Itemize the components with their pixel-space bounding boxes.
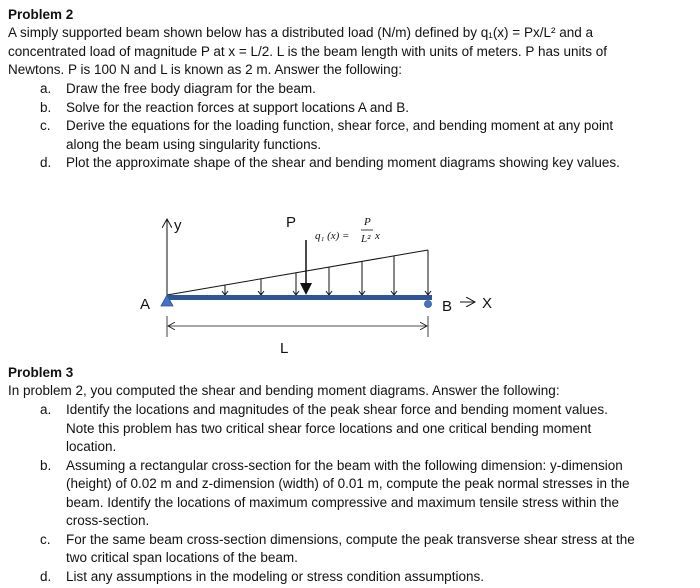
item-text: (height) of 0.02 m and z-dimension (width) of 0.01 m, compute the peak normal stresses in the <box>66 476 630 491</box>
support-a-label: A <box>140 296 151 313</box>
beam-diagram-svg <box>130 205 510 360</box>
item-text: List any assumptions in the modeling or stress condition assumptions. <box>66 568 484 584</box>
problem-3-question-list <box>40 401 690 586</box>
item-text: cross-section. <box>66 513 150 528</box>
load-function-numerator: P <box>364 216 371 228</box>
problem-3-item-d <box>40 568 690 587</box>
problem-3-item-c <box>40 531 690 568</box>
length-label: L <box>280 340 289 357</box>
problem-2-title: Problem 2 <box>8 7 74 22</box>
item-marker: a. <box>40 81 52 96</box>
problem-2-question-list <box>40 80 690 173</box>
item-text: along the beam using singularity functions. <box>66 136 322 152</box>
load-function-variable: x <box>375 230 380 242</box>
item-marker: b. <box>40 457 52 473</box>
item-text: Solve for the reaction forces at support locations A and B. <box>66 99 409 115</box>
beam <box>167 295 432 300</box>
problem-2-intro-line: Newtons. P is 100 N and L is known as 2 m. Answer the following: <box>8 62 402 77</box>
item-marker: d. <box>40 568 52 584</box>
problem-3-intro-line: In problem 2, you computed the shear and bending moment diagrams. Answer the following: <box>8 383 560 398</box>
item-text: For the same beam cross-section dimensions, compute the peak transverse shear stress at the <box>66 531 635 547</box>
item-marker: b. <box>40 99 52 115</box>
item-marker: c. <box>40 118 51 133</box>
beam-diagram <box>130 205 510 360</box>
problem-3-title: Problem 3 <box>8 365 74 380</box>
support-b-roller <box>425 301 432 308</box>
item-text: Assuming a rectangular cross-section for the beam with the following dimension: y-dimension <box>66 457 623 473</box>
support-b-label: B <box>442 298 453 315</box>
distributed-load-arrows <box>222 250 431 295</box>
problem-2-item-d <box>40 154 690 173</box>
item-text: Identify the locations and magnitudes of the peak shear force and bending moment values. <box>66 402 608 417</box>
item-text: location. <box>66 439 117 454</box>
problem-3-item-b <box>40 457 690 531</box>
problem-2-item-c <box>40 117 690 154</box>
problem-3-item-a <box>40 401 690 457</box>
point-load-arrowhead <box>300 283 312 295</box>
problem-2-intro-line: A simply supported beam shown below has a distributed load (N/m) defined by q₁(x) = Px/L² and a <box>8 25 593 40</box>
item-text: Draw the free body diagram for the beam. <box>66 81 316 96</box>
distributed-load-envelope <box>167 250 428 295</box>
problem-2-intro <box>8 24 688 80</box>
item-marker: c. <box>40 531 51 547</box>
y-axis-label: y <box>174 217 182 234</box>
item-text: beam. Identify the locations of maximum compressive and maximum tensile stress within the <box>66 494 619 510</box>
x-axis-label: X <box>482 295 493 312</box>
problem-2-item-a <box>40 80 690 99</box>
problem-3-intro <box>8 382 688 401</box>
item-marker: a. <box>40 402 52 417</box>
item-text: two critical span locations of the beam. <box>66 550 298 565</box>
item-text: Plot the approximate shape of the shear and bending moment diagrams showing key values. <box>66 155 620 170</box>
point-load-label: P <box>286 214 297 231</box>
problem-2-item-b <box>40 99 690 118</box>
problem-2-intro-line: concentrated load of magnitude P at x = L/2. L is the beam length with units of meters. P has units of <box>8 43 607 59</box>
load-function-lhs: q₁ (x) = <box>315 230 350 242</box>
item-text: Note this problem has two critical shear force locations and one critical bending moment <box>66 420 592 436</box>
item-marker: d. <box>40 155 52 170</box>
load-function-denominator: L² <box>361 233 371 245</box>
item-text: Derive the equations for the loading function, shear force, and bending moment at any point <box>66 118 614 133</box>
